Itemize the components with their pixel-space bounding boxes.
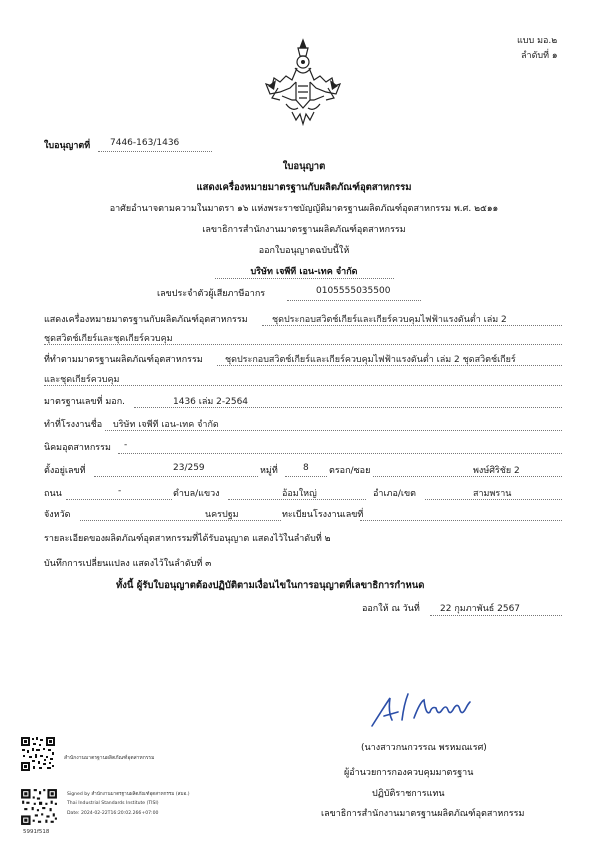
soi-underline xyxy=(373,476,562,477)
tax-id-underline xyxy=(287,300,421,301)
road-value: - xyxy=(118,486,122,496)
standard-label: ที่ทำตามมาตรฐานผลิตภัณฑ์อุตสาหกรรม xyxy=(44,355,203,365)
tambon-value: อ้อมใหญ่ xyxy=(282,489,317,499)
factory-label: ทำที่โรงงานชื่อ xyxy=(44,420,103,430)
province-label: จังหวัด xyxy=(44,510,71,520)
estate-value: - xyxy=(124,440,128,450)
details-line: รายละเอียดของผลิตภัณฑ์อุตสาหกรรมที่ได้รับอนุญาต แสดงไว้ในลำดับที่ ๒ xyxy=(44,534,331,544)
moo-underline xyxy=(285,476,327,477)
standard-value-1: ชุดประกอบสวิตช์เกียร์และเกียร์ควบคุมไฟฟ้าแรงดันต่ำ เล่ม 2 ชุดสวิตช์เกียร์ xyxy=(225,355,516,365)
address-number: 23/259 xyxy=(173,463,205,473)
condition-line: ทั้งนี้ ผู้รับใบอนุญาตต้องปฏิบัติตามเงื่อนไขในการอนุญาตที่เลขาธิการกำหนด xyxy=(116,580,425,591)
signed-by: Signed by สำนักงานมาตรฐานผลิตภัณฑ์อุตสาหกรรม (สมอ.) xyxy=(67,792,190,797)
amphoe-underline xyxy=(425,499,562,500)
mark-value-2: ชุดสวิตช์เกียร์และชุดเกียร์ควบคุม xyxy=(44,334,173,344)
signer-title-secretary: เลขาธิการสำนักงานมาตรฐานผลิตภัณฑ์อุตสาหกรรม xyxy=(321,809,525,819)
mark-underline-2 xyxy=(44,344,562,345)
factory-underline xyxy=(105,430,562,431)
title-license: ใบอนุญาต xyxy=(282,161,326,172)
tax-id-label: เลขประจำตัวผู้เสียภาษีอากร xyxy=(157,289,266,299)
signed-date: Date: 2024-02-22T16:20:02.266+07:00 xyxy=(67,811,159,816)
company-name: บริษัท เจพีที เอน-เทค จำกัด xyxy=(250,267,358,277)
license-number-label: ใบอนุญาตที่ xyxy=(44,141,91,151)
soi-value: พงษ์ศิริชัย 2 xyxy=(473,466,520,476)
qr-code-1 xyxy=(20,736,56,772)
amphoe-label: อำเภอ/เขต xyxy=(373,489,416,499)
signed-org: Thai Industrial Standards Institute (TISI) xyxy=(67,801,159,806)
issued-date-label: ออกให้ ณ วันที่ xyxy=(362,604,420,614)
secretary-line: เลขาธิการสำนักงานมาตรฐานผลิตภัณฑ์อุตสาหกรรม xyxy=(202,225,406,235)
license-number-underline xyxy=(98,151,212,152)
province-value: นครปฐม xyxy=(205,510,239,520)
garuda-emblem xyxy=(262,38,344,128)
road-label: ถนน xyxy=(44,489,62,499)
standard-underline-2 xyxy=(44,385,562,386)
sequence-number: ลำดับที่ ๑ xyxy=(521,51,558,61)
signature xyxy=(368,690,488,730)
standard-number-underline xyxy=(134,407,562,408)
form-code: แบบ มอ.๒ xyxy=(517,36,558,46)
license-number: 7446-163/1436 xyxy=(110,138,180,148)
tambon-label: ตำบล/แขวง xyxy=(173,489,220,499)
mark-label: แสดงเครื่องหมายมาตรฐานกับผลิตภัณฑ์อุตสาหกรรม xyxy=(44,315,248,325)
signer-title-director: ผู้อำนวยการกองควบคุมมาตรฐาน xyxy=(344,768,474,778)
changes-line: บันทึกการเปลี่ยนแปลง แสดงไว้ในลำดับที่ ๓ xyxy=(44,559,212,569)
soi-label: ตรอก/ซอย xyxy=(329,466,371,476)
title-mark: แสดงเครื่องหมายมาตรฐานกับผลิตภัณฑ์อุตสาหกรรม xyxy=(196,182,412,193)
document-code: 5991f518 xyxy=(23,829,50,835)
qr-code-1-caption: สำนักงานมาตรฐานผลิตภัณฑ์อุตสาหกรรม xyxy=(64,755,155,761)
company-underline xyxy=(215,278,394,279)
issue-line: ออกใบอนุญาตฉบับนี้ให้ xyxy=(258,246,350,256)
amphoe-value: สามพราน xyxy=(473,489,512,499)
registration-label: ทะเบียนโรงงานเลขที่ xyxy=(282,510,364,520)
qr-code-2 xyxy=(20,788,58,826)
moo-label: หมู่ที่ xyxy=(260,466,278,476)
registration-underline xyxy=(360,520,562,521)
estate-label: นิคมอุตสาหกรรม xyxy=(44,443,111,453)
issued-date-underline xyxy=(430,615,562,616)
address-number-label: ตั้งอยู่เลขที่ xyxy=(44,466,86,476)
mark-underline-1 xyxy=(262,325,562,326)
signer-title-acting: ปฏิบัติราชการแทน xyxy=(372,789,445,799)
signer-name: (นางสาวกนกวรรณ พรหมณเรศ) xyxy=(361,743,487,753)
moo-value: 8 xyxy=(303,463,309,473)
tambon-underline xyxy=(228,499,366,500)
province-underline xyxy=(80,520,281,521)
tax-id: 0105555035500 xyxy=(316,286,391,296)
road-underline xyxy=(66,499,172,500)
authority-line: อาศัยอำนาจตามความในมาตรา ๑๖ แห่งพระราชบัญญัติมาตรฐานผลิตภัณฑ์อุตสาหกรรม พ.ศ. ๒๕๑๑ xyxy=(109,204,499,214)
issued-date: 22 กุมภาพันธ์ 2567 xyxy=(440,604,521,614)
address-number-underline xyxy=(94,476,258,477)
standard-value-2: และชุดเกียร์ควบคุม xyxy=(44,375,120,385)
standard-underline-1 xyxy=(217,365,562,366)
estate-underline xyxy=(118,453,562,454)
factory-name: บริษัท เจพีที เอน-เทค จำกัด xyxy=(113,420,219,430)
standard-number-label: มาตรฐานเลขที่ มอก. xyxy=(44,397,126,407)
mark-value-1: ชุดประกอบสวิตช์เกียร์และเกียร์ควบคุมไฟฟ้าแรงดันต่ำ เล่ม 2 xyxy=(272,315,507,325)
standard-number: 1436 เล่ม 2-2564 xyxy=(173,397,249,407)
